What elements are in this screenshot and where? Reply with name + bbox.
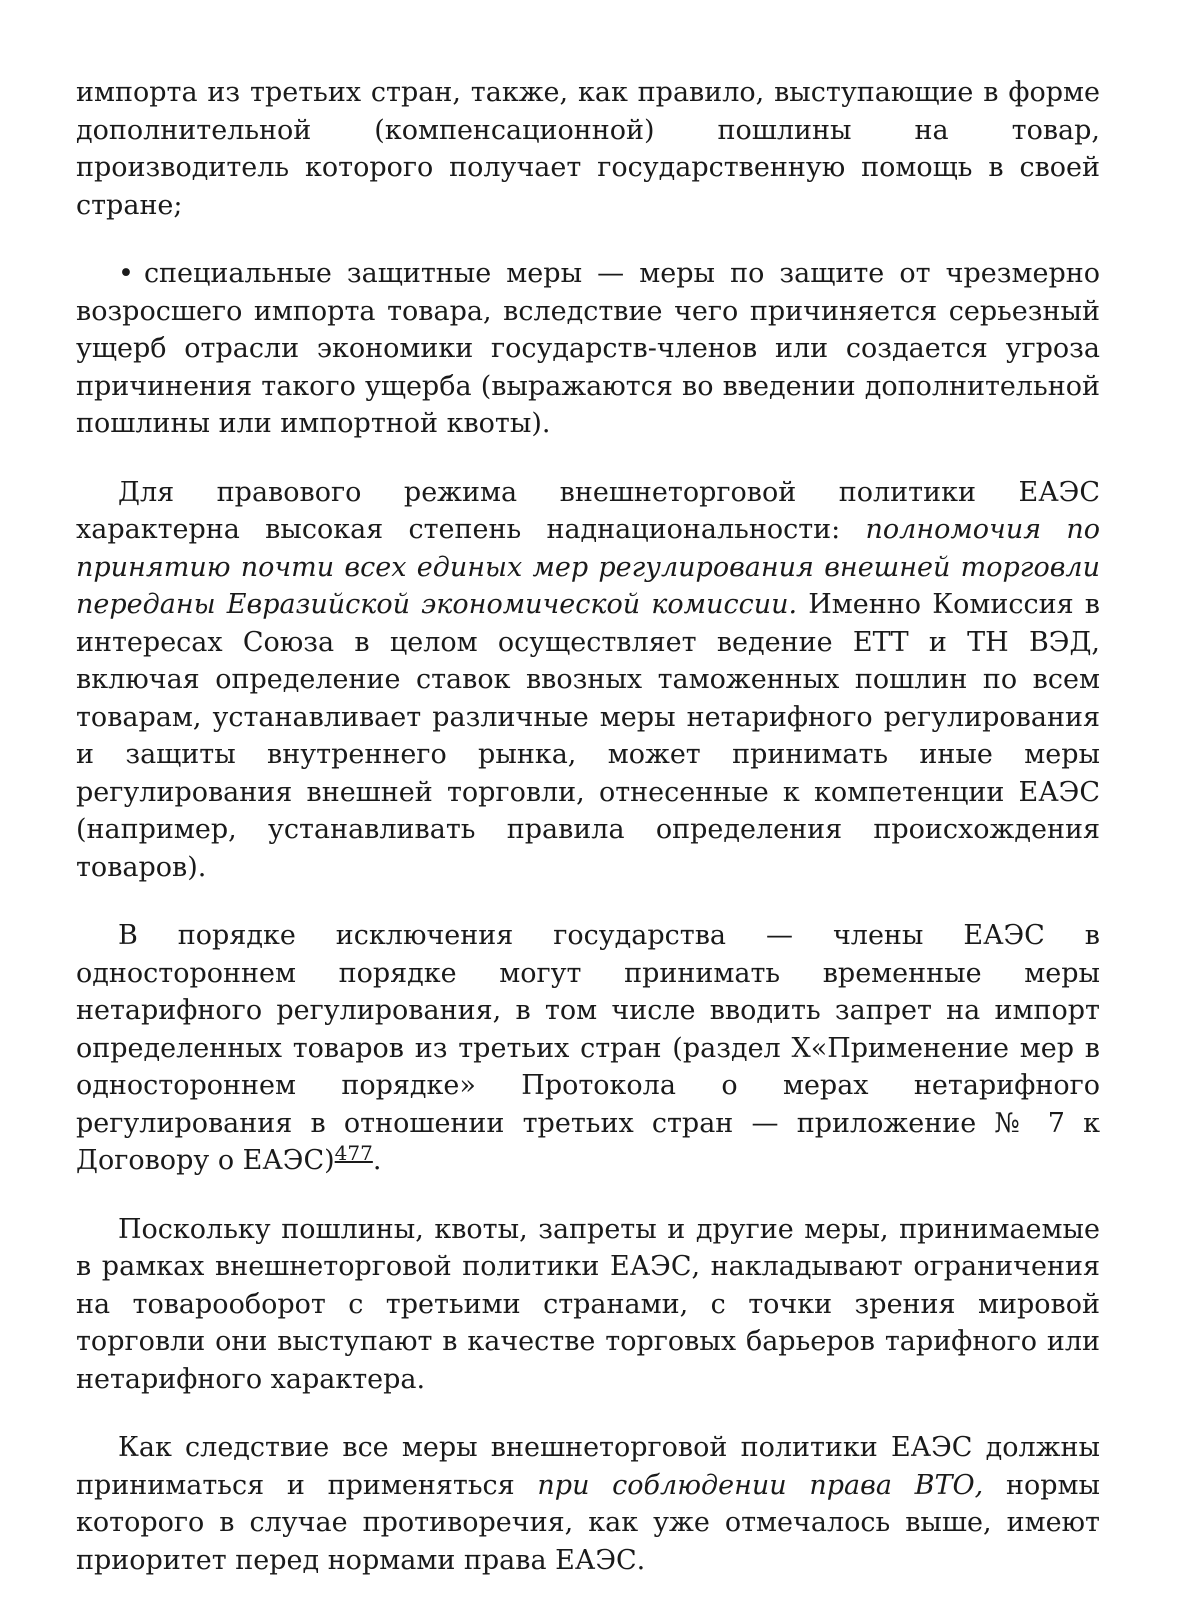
- paragraph-text: Поскольку пошлины, квоты, запреты и другие меры, принимаемые в рамках внешнеторговой политики ЕАЭС, накладывают ограничения на товарооборот с третьими странами, с точки зрения мировой торговли они выступают в качестве торговых барьеров тарифного или нетарифного характера.: [76, 1213, 1100, 1395]
- footnote-link[interactable]: 477: [334, 1141, 373, 1165]
- paragraph-lead: Для правового режима внешнеторговой политики ЕАЭС характерна высокая степень наднациональности:: [76, 476, 1100, 545]
- paragraph-end: .: [372, 1145, 382, 1176]
- paragraph-rest: нормы которого в случае противоречия, как уже отмечалось выше, имеют приоритет перед нормами права ЕАЭС.: [76, 1469, 1100, 1576]
- bullet-text: специальные защитные меры — меры по защите от чрезмерно возросшего импорта товара, вследствие чего причиняется серьезный ущерб отрасли экономики государств-членов или создается угроза причинения такого ущерба (выражаются во введении дополнительной пошлины или импортной квоты).: [76, 258, 1100, 439]
- paragraph-supranationality: [76, 474, 1100, 887]
- bullet-icon: •: [118, 258, 134, 289]
- paragraph-continuation: [76, 74, 1100, 224]
- bullet-item-special-measures: [76, 255, 1100, 443]
- paragraph-exception: [76, 917, 1100, 1180]
- paragraph-text: В порядке исключения государства — члены ЕАЭС в одностороннем порядке могут принимать временные меры нетарифного регулирования, в том числе вводить запрет на импорт определенных товаров из третьих стран (раздел X«Применение мер в одностороннем порядке» Протокола о мерах нетарифного регулирования в отношении третьих стран — приложение № 7 к Договору о ЕАЭС): [76, 920, 1100, 1176]
- paragraph-wto: [76, 1429, 1100, 1579]
- paragraph-trade-barriers: [76, 1211, 1100, 1399]
- paragraph-rest: Именно Комиссия в интересах Союза в целом осуществляет ведение ЕТТ и ТН ВЭД, включая определение ставок ввозных таможенных пошлин по всем товарам, устанавливает различные меры нетарифного регулирования и защиты внутреннего рынка, может принимать иные меры регулирования внешней торговли, отнесенные к компетенции ЕАЭС (например, устанавливать правила определения происхождения товаров).: [76, 589, 1100, 883]
- paragraph-emphasis: полномочия по принятию почти всех единых мер регулирования внешней торговли переданы Евразийской экономической комиссии.: [76, 514, 1100, 620]
- paragraph-lead: Как следствие все меры внешнеторговой политики ЕАЭС должны приниматься и применяться: [76, 1432, 1100, 1501]
- paragraph-text: импорта из третьих стран, также, как правило, выступающие в форме дополнительной (компенсационной) пошлины на товар, производитель которого получает государственную помощь в своей стране;: [76, 77, 1100, 221]
- paragraph-emphasis: при соблюдении права ВТО,: [537, 1469, 984, 1501]
